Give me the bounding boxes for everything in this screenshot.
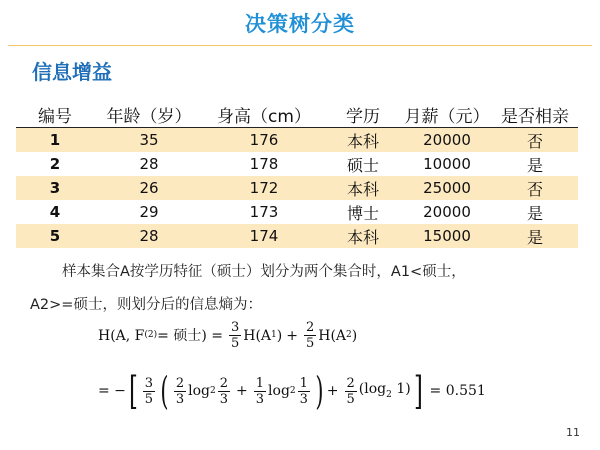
page-number: 11 [566, 426, 580, 439]
section-heading: 信息增益 [32, 60, 112, 84]
cell-salary: 20000 [423, 203, 471, 221]
fraction: $\frac{1}{3}$ [255, 375, 265, 407]
cell-label: 否 [526, 179, 543, 199]
formula-superscript: (2) [144, 330, 158, 340]
slide-title: 决策树分类 [245, 12, 355, 36]
table-row [16, 176, 578, 200]
column-header: 编号 [16, 102, 94, 128]
fraction: $\frac{2}{3}$ [219, 375, 229, 407]
fraction: $\frac{3}{5}$ [230, 320, 240, 351]
cell-education: 硕士 [346, 155, 379, 175]
cell-height: 174 [249, 227, 279, 245]
column-header: 是否相亲 [492, 102, 578, 128]
column-header: 月薪（元） [402, 102, 492, 128]
cell-salary: 15000 [423, 227, 471, 245]
cell-education: 本科 [346, 227, 379, 247]
cell-id: 2 [49, 155, 61, 173]
cell-height: 173 [249, 203, 279, 221]
open-bracket-glyph: [ [128, 369, 138, 413]
cell-education: 本科 [346, 179, 379, 199]
close-bracket-glyph: ] [413, 369, 423, 413]
cell-label: 是 [526, 203, 543, 223]
cell-id: 3 [49, 179, 61, 197]
log-one-term: ($\log_2$ 1) [358, 381, 411, 400]
formula-lhs: H(A, F [98, 327, 145, 344]
cell-education: 博士 [346, 203, 379, 223]
fraction: $\frac{1}{3}$ [299, 375, 308, 407]
formula-line-2: = − [ $\frac{3}{5}$ ( $\frac{2}{3}$ log 2 $\frac{2}{3}$ + $\frac{1}{3}$ log 2 $\frac{1}{3}$ ) + $\frac{2}{5}$ ($\log_2$ 1) ] = 0.551 [98, 369, 486, 413]
paragraph-line-2: A2>=硕士，则划分后的信息熵为： [30, 297, 262, 313]
cell-salary: 20000 [423, 131, 471, 149]
entropy-term-a1: H(A [243, 327, 272, 344]
formula-lhs-end: = 硕士) = [157, 327, 223, 344]
cell-education: 本科 [346, 131, 379, 151]
cell-id: 5 [49, 227, 61, 245]
cell-age: 28 [139, 227, 159, 245]
table-row [16, 200, 578, 224]
cell-age: 29 [139, 203, 159, 221]
fraction: $\frac{3}{5}$ [144, 375, 154, 407]
open-paren-glyph: ( [160, 369, 169, 413]
log-term: log [188, 383, 211, 399]
sample-table [16, 102, 578, 248]
column-header: 年龄（岁） [94, 102, 204, 128]
equals-negative: = − [98, 383, 126, 399]
cell-id: 1 [49, 131, 61, 149]
cell-label: 否 [526, 131, 543, 151]
table-row [16, 224, 578, 248]
paragraph-line-1: 样本集合A按学历特征（硕士）划分为两个集合时，A1<硕士， [62, 264, 466, 280]
explanation-paragraph [30, 256, 578, 322]
table-row [16, 128, 578, 153]
cell-salary: 10000 [423, 155, 471, 173]
column-header: 学历 [324, 102, 402, 128]
cell-height: 178 [249, 155, 279, 173]
entropy-term-a2: H(A [318, 327, 347, 344]
cell-label: 是 [526, 227, 543, 247]
table-header-row [16, 102, 578, 128]
fraction: $\frac{2}{5}$ [346, 375, 355, 407]
cell-age: 28 [139, 155, 159, 173]
title-divider [8, 45, 592, 46]
formula-result: = 0.551 [429, 383, 486, 399]
cell-height: 172 [249, 179, 279, 197]
log-term: log [268, 383, 290, 399]
fraction: $\frac{2}{3}$ [175, 375, 185, 407]
cell-age: 35 [139, 131, 159, 149]
cell-label: 是 [526, 155, 543, 175]
table-row [16, 152, 578, 176]
cell-salary: 25000 [423, 179, 471, 197]
cell-id: 4 [49, 203, 61, 221]
fraction: $\frac{2}{5}$ [305, 320, 315, 351]
column-header: 身高（cm） [204, 102, 324, 128]
cell-age: 26 [139, 179, 159, 197]
close-paren-glyph: ) [315, 369, 324, 413]
cell-height: 176 [249, 131, 279, 149]
plus-sign: + [286, 327, 298, 344]
formula-line-1: H(A, F (2) = 硕士) = $\frac{3}{5}$ H(A 1 ) + $\frac{2}{5}$ H(A 2 ) [98, 320, 358, 351]
